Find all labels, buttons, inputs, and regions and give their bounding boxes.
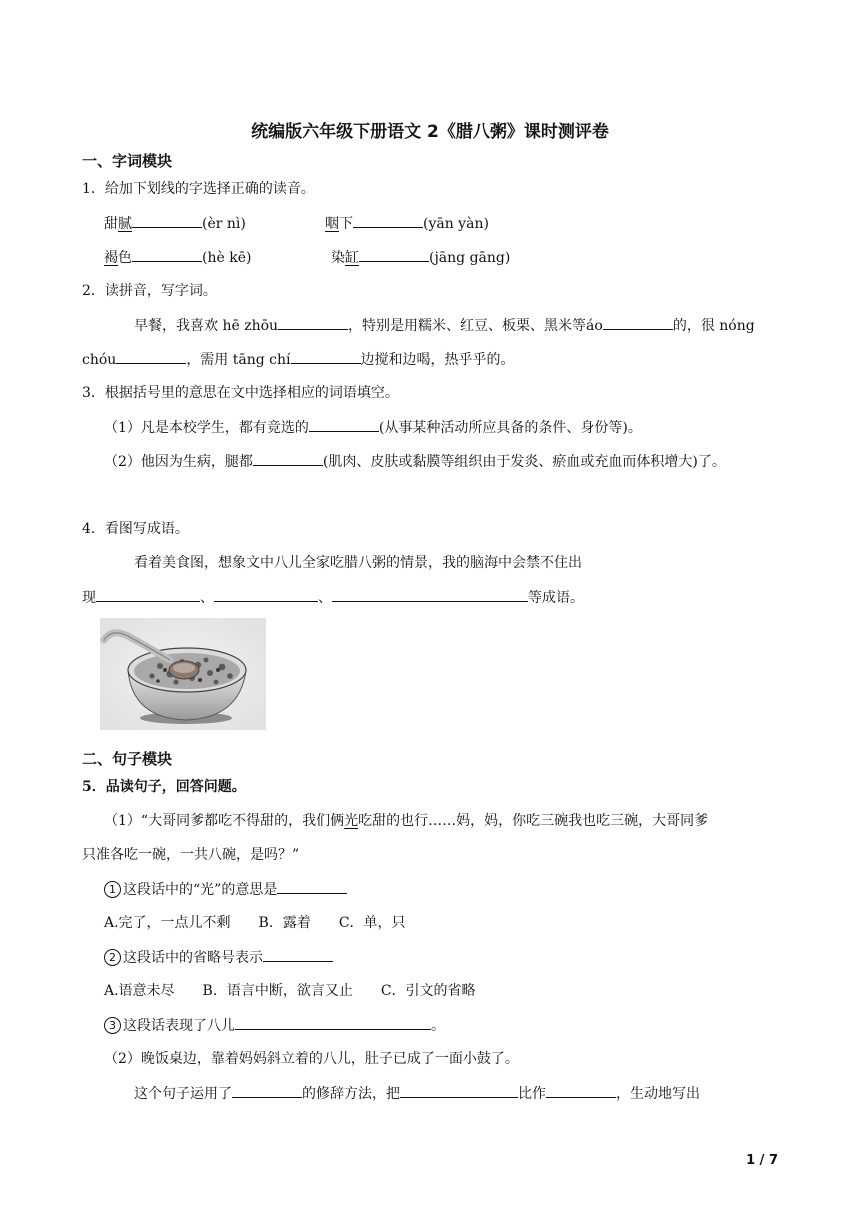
- q1-item-d: 染缸 (jāng gāng): [331, 247, 510, 268]
- bowl-of-porridge-icon: [100, 618, 266, 730]
- answer-blank[interactable]: [263, 947, 333, 962]
- answer-blank[interactable]: [291, 349, 361, 364]
- answer-blank[interactable]: [214, 587, 318, 602]
- question-1-stem: 1．给加下划线的字选择正确的读音。: [82, 181, 315, 197]
- page-title: 统编版六年级下册语文 2《腊八粥》课时测评卷: [251, 122, 609, 142]
- answer-blank[interactable]: [400, 1083, 518, 1098]
- question-4-stem: 4．看图写成语。: [82, 521, 189, 537]
- q2-line-1: 早餐，我喜欢 hē zhōu ，特别是用糯米、红豆、板栗、黑米等áo 的，很 nóng: [134, 315, 755, 336]
- answer-blank[interactable]: [132, 247, 202, 262]
- answer-blank[interactable]: [278, 315, 348, 330]
- q5-sub-question-2: 2 这段话中的省略号表示: [104, 947, 333, 968]
- answer-blank[interactable]: [132, 213, 202, 228]
- q5-passage-1-line-1: （1）“大哥同爹都吃不得甜的，我们俩光吃甜的也行……妈，妈，你吃三碗我也吃三碗，大哥同爹: [104, 813, 709, 829]
- q5-sub-question-1: 1 这段话中的“光”的意思是: [104, 879, 347, 900]
- q3-sentence-2: （2）他因为生病，腿都 (肌肉、皮肤或黏膜等组织由于发炎、瘀血或充血而体积增大)了。: [104, 451, 726, 472]
- section-heading-words: 一、字词模块: [82, 152, 173, 170]
- q1-item-b: 咽下 (yān yàn): [325, 213, 489, 234]
- answer-blank[interactable]: [309, 417, 379, 432]
- answer-blank[interactable]: [253, 451, 323, 466]
- q5-sub-question-1-options: A.完了，一点儿不剩 B．露着 C．单，只: [104, 915, 406, 931]
- q4-line-1: 看着美食图，想象文中八儿全家吃腊八粥的情景，我的脑海中会禁不住出: [134, 555, 582, 571]
- answer-blank[interactable]: [603, 315, 673, 330]
- answer-blank[interactable]: [232, 1083, 302, 1098]
- answer-blank[interactable]: [332, 587, 528, 602]
- answer-blank[interactable]: [235, 1015, 431, 1030]
- question-2-stem: 2．读拼音，写字词。: [82, 283, 217, 299]
- q5-passage-1-line-2: 只准各吃一碗，一共八碗，是吗？”: [82, 847, 300, 863]
- answer-blank[interactable]: [96, 587, 200, 602]
- page-number: 1 / 7: [746, 1153, 778, 1168]
- q3-sentence-1: （1）凡是本校学生，都有竞选的 (从事某种活动所应具备的条件、身份等)。: [104, 417, 642, 438]
- q5-passage-2: （2）晚饭桌边，靠着妈妈斜立着的八儿，肚子已成了一面小鼓了。: [104, 1051, 519, 1067]
- q5-sub-question-2-options: A.语意未尽 B．语言中断，欲言又止 C．引文的省略: [104, 983, 476, 999]
- q5-sub-question-3: 3 这段话表现了八儿 。: [104, 1015, 445, 1036]
- q4-line-2: 现 、 、 等成语。: [82, 587, 584, 608]
- q1-item-c: 褐色 (hè kē): [104, 247, 251, 268]
- answer-blank[interactable]: [546, 1083, 616, 1098]
- answer-blank[interactable]: [353, 213, 423, 228]
- q5-passage-2-question: 这个句子运用了 的修辞方法，把 比作 ，生动地写出: [134, 1083, 700, 1104]
- section-heading-sentences: 二、句子模块: [82, 750, 173, 768]
- question-5-stem: 5．品读句子，回答问题。: [82, 779, 246, 795]
- answer-blank[interactable]: [116, 349, 186, 364]
- answer-blank[interactable]: [359, 247, 429, 262]
- answer-blank[interactable]: [277, 879, 347, 894]
- q1-item-a: 甜腻 (èr nì): [104, 213, 246, 234]
- q2-line-2: chóu ，需用 tāng chí 边搅和边喝，热乎乎的。: [82, 349, 515, 370]
- question-3-stem: 3．根据括号里的意思在文中选择相应的词语填空。: [82, 385, 399, 401]
